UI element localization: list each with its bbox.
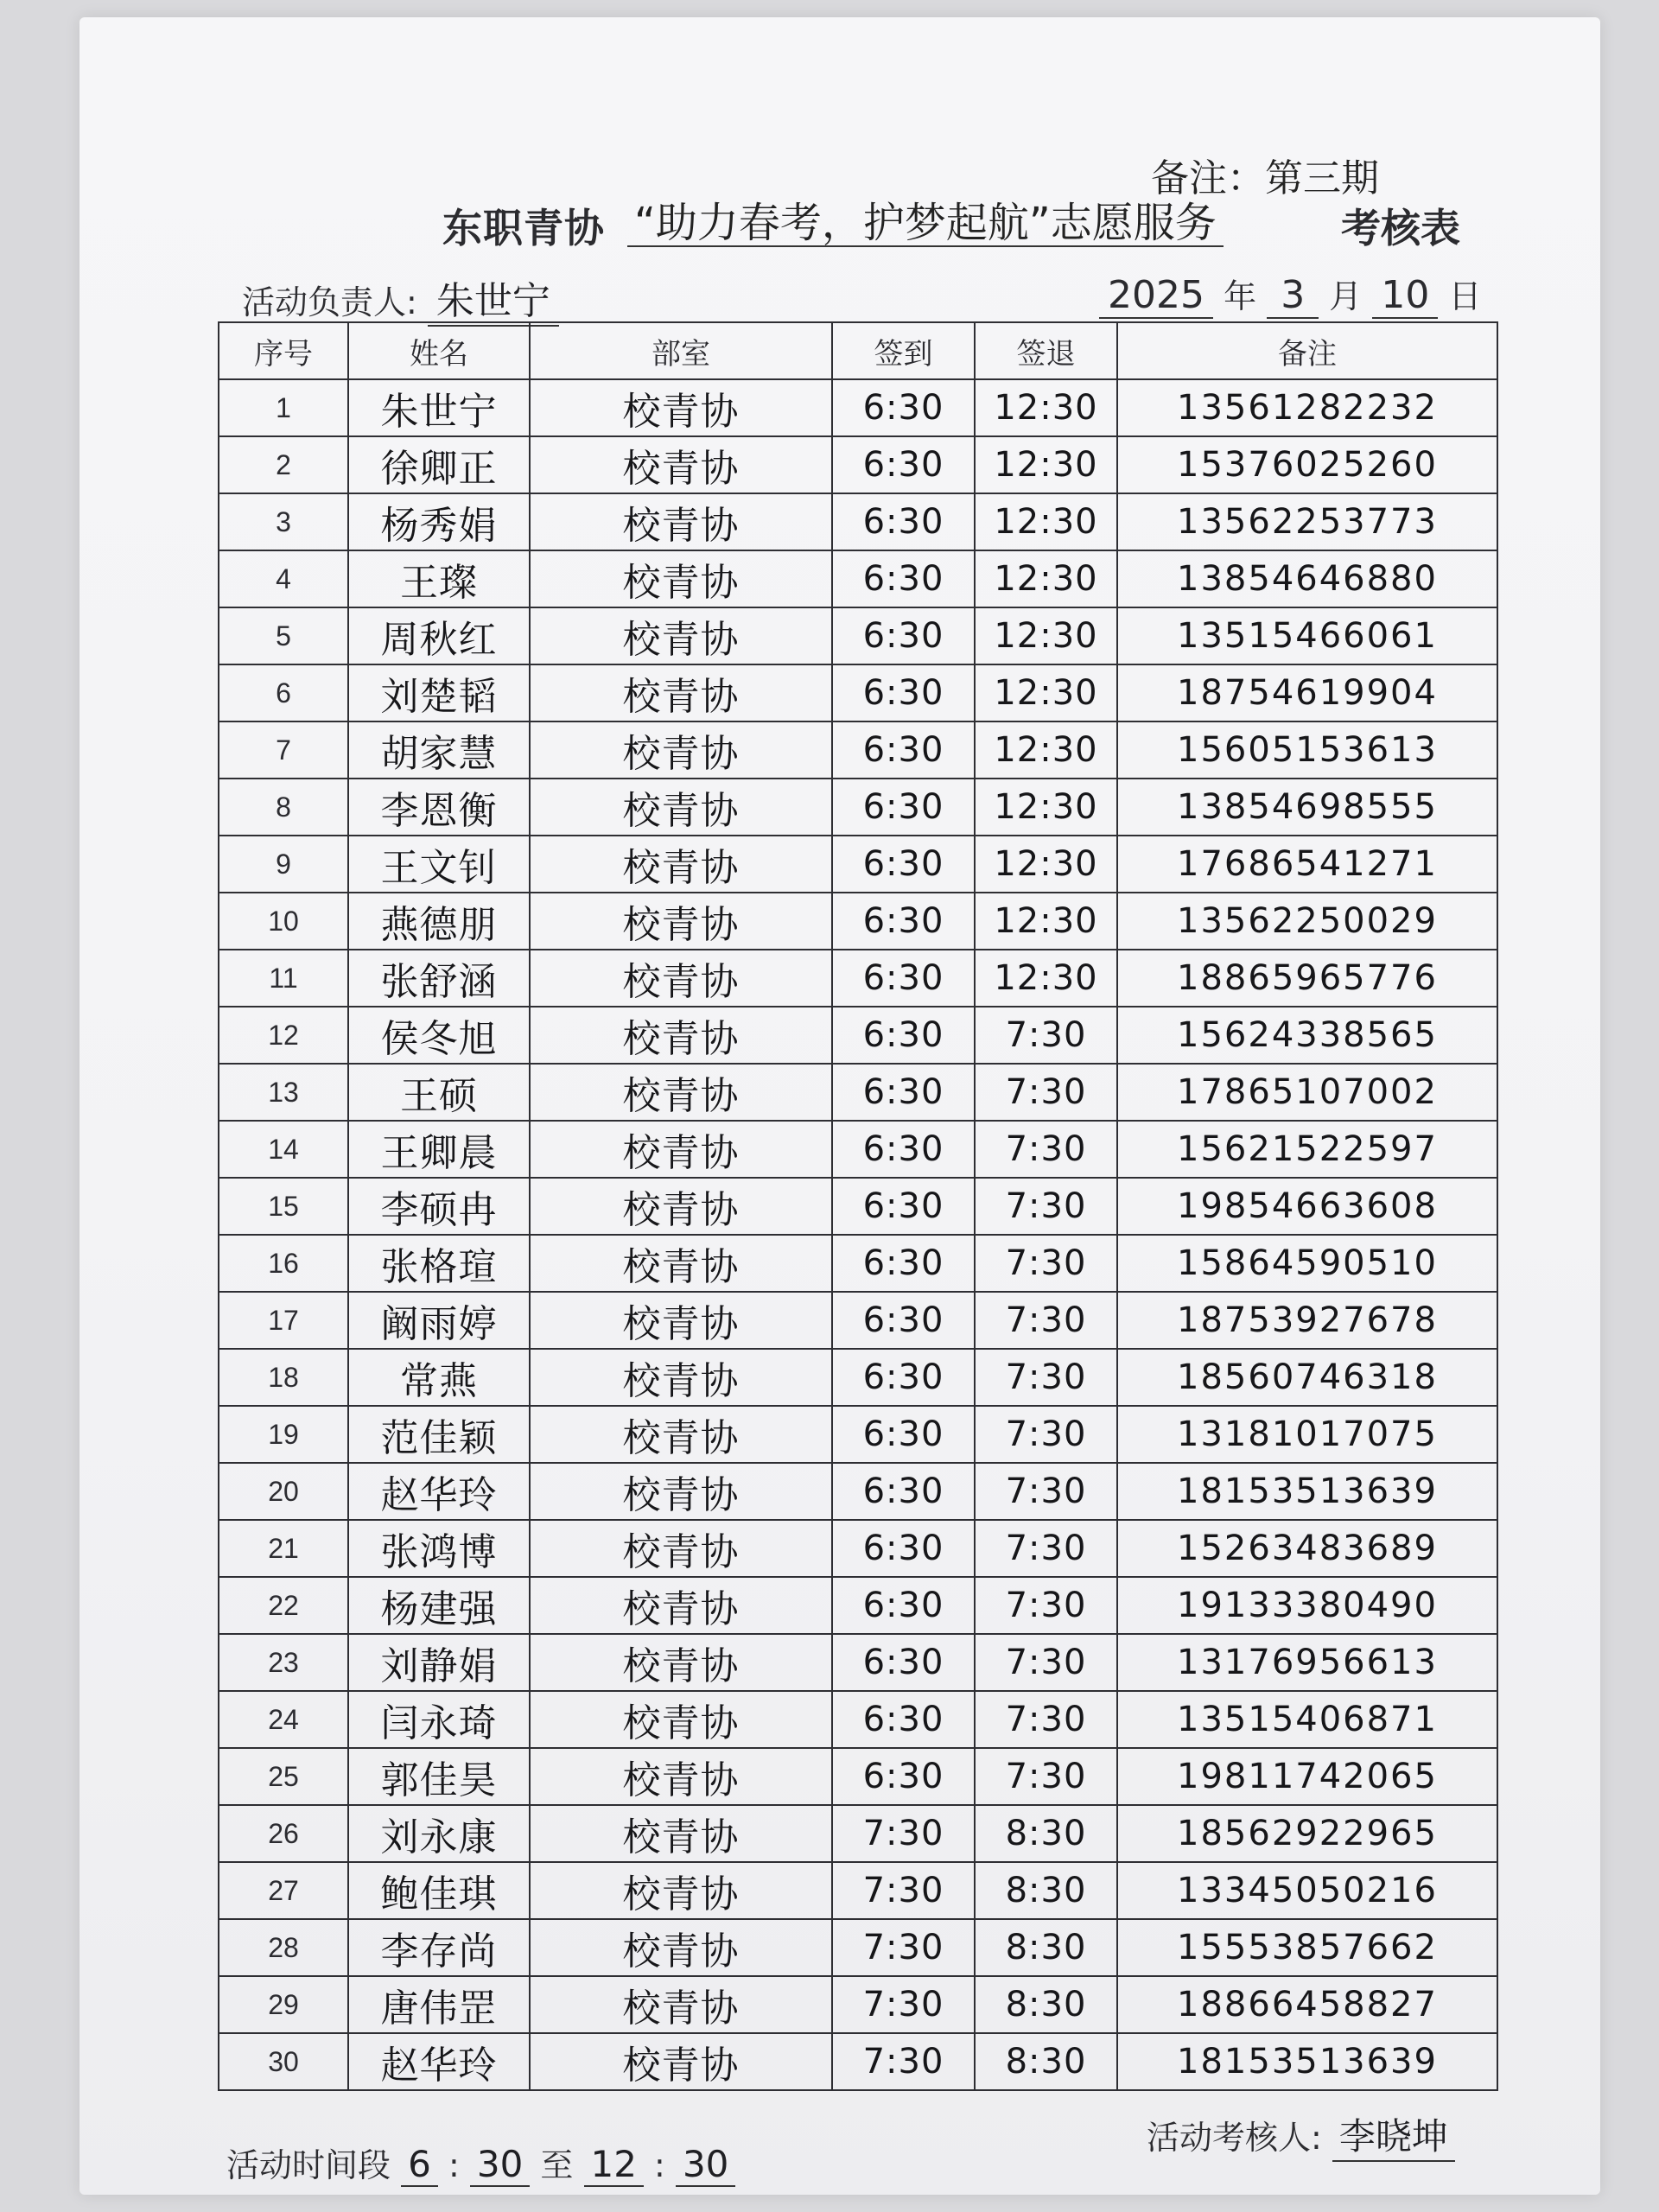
document-title [442,156,1460,251]
row-dept: 校青协 [530,607,832,664]
period-colon-1: : [448,2146,460,2184]
table-row [219,1520,1497,1577]
row-index: 13 [219,1064,348,1121]
activity-period [226,2139,735,2187]
table-row [219,1178,1497,1235]
row-note: 15553857662 [1117,1919,1497,1976]
table-row [219,493,1497,550]
row-name: 燕德朋 [348,893,530,950]
row-name: 王卿晨 [348,1121,530,1178]
row-signin: 7:30 [832,1976,975,2033]
row-note: 13854698555 [1117,779,1497,836]
period-end-hour: 12 [584,2143,644,2187]
row-signin: 6:30 [832,436,975,493]
row-note: 13181017075 [1117,1406,1497,1463]
row-index: 26 [219,1805,348,1862]
row-signout: 7:30 [975,1064,1117,1121]
row-dept: 校青协 [530,950,832,1007]
row-index: 29 [219,1976,348,2033]
row-name: 刘楚韬 [348,664,530,721]
row-note: 15263483689 [1117,1520,1497,1577]
row-name: 阚雨婷 [348,1292,530,1349]
row-note: 13515466061 [1117,607,1497,664]
row-signout: 7:30 [975,1121,1117,1178]
row-signout: 8:30 [975,1805,1117,1862]
row-index: 7 [219,721,348,779]
attendance-table [218,321,1498,2091]
row-note: 13515406871 [1117,1691,1497,1748]
row-note: 15605153613 [1117,721,1497,779]
period-label: 活动时间段 [226,2146,391,2184]
row-signout: 7:30 [975,1634,1117,1691]
row-dept: 校青协 [530,1805,832,1862]
row-dept: 校青协 [530,379,832,436]
row-index: 5 [219,607,348,664]
row-name: 王文钊 [348,836,530,893]
row-name: 李存尚 [348,1919,530,1976]
row-signin: 6:30 [832,1406,975,1463]
table-row [219,1406,1497,1463]
row-name: 赵华玲 [348,1463,530,1520]
table-row [219,950,1497,1007]
row-signin: 6:30 [832,664,975,721]
table-row [219,607,1497,664]
row-index: 15 [219,1178,348,1235]
period-colon-2: : [654,2146,665,2184]
table-body [219,379,1497,2090]
row-index: 28 [219,1919,348,1976]
row-signin: 7:30 [832,1862,975,1919]
row-note: 17686541271 [1117,836,1497,893]
row-dept: 校青协 [530,1691,832,1748]
row-note: 15621522597 [1117,1121,1497,1178]
row-index: 1 [219,379,348,436]
row-note: 18865965776 [1117,950,1497,1007]
row-signin: 6:30 [832,1121,975,1178]
table-row [219,1463,1497,1520]
row-dept: 校青协 [530,493,832,550]
row-dept: 校青协 [530,664,832,721]
row-dept: 校青协 [530,1463,832,1520]
row-note: 13562250029 [1117,893,1497,950]
row-name: 刘永康 [348,1805,530,1862]
table-row [219,1007,1497,1064]
date-month-label: 月 [1329,277,1363,315]
row-note: 13345050216 [1117,1862,1497,1919]
table-row [219,1349,1497,1406]
row-signin: 6:30 [832,1235,975,1292]
row-signout: 7:30 [975,1577,1117,1634]
row-dept: 校青协 [530,550,832,607]
row-dept: 校青协 [530,1007,832,1064]
row-name: 范佳颖 [348,1406,530,1463]
table-row [219,779,1497,836]
row-dept: 校青协 [530,1064,832,1121]
table-row [219,1121,1497,1178]
row-signout: 8:30 [975,1919,1117,1976]
row-note: 18153513639 [1117,1463,1497,1520]
row-dept: 校青协 [530,836,832,893]
row-signin: 6:30 [832,1064,975,1121]
row-dept: 校青协 [530,721,832,779]
row-dept: 校青协 [530,1862,832,1919]
row-signin: 6:30 [832,1691,975,1748]
row-dept: 校青协 [530,893,832,950]
row-signin: 6:30 [832,1178,975,1235]
row-signout: 12:30 [975,436,1117,493]
period-start-min: 30 [470,2143,530,2187]
row-signout: 12:30 [975,721,1117,779]
row-name: 张格瑄 [348,1235,530,1292]
row-note: 19811742065 [1117,1748,1497,1805]
row-name: 王璨 [348,550,530,607]
col-header-note: 备注 [1117,322,1497,379]
row-signout: 12:30 [975,779,1117,836]
row-note: 18153513639 [1117,2033,1497,2090]
row-note: 18753927678 [1117,1292,1497,1349]
row-signout: 7:30 [975,1349,1117,1406]
row-signin: 6:30 [832,1577,975,1634]
row-index: 16 [219,1235,348,1292]
row-note: 17865107002 [1117,1064,1497,1121]
row-signin: 6:30 [832,379,975,436]
table-row [219,1748,1497,1805]
row-signin: 6:30 [832,1349,975,1406]
row-name: 郭佳昊 [348,1748,530,1805]
paper-sheet [79,17,1600,2195]
row-signin: 6:30 [832,1007,975,1064]
row-signin: 6:30 [832,1634,975,1691]
row-signin: 6:30 [832,836,975,893]
row-signout: 12:30 [975,950,1117,1007]
row-note: 19133380490 [1117,1577,1497,1634]
table-row [219,1805,1497,1862]
table-header-row [219,322,1497,379]
row-name: 常燕 [348,1349,530,1406]
row-name: 鲍佳琪 [348,1862,530,1919]
table-row [219,1976,1497,2033]
table-row [219,893,1497,950]
row-note: 18754619904 [1117,664,1497,721]
row-signout: 7:30 [975,1235,1117,1292]
row-dept: 校青协 [530,436,832,493]
row-signout: 8:30 [975,1862,1117,1919]
row-index: 9 [219,836,348,893]
table-row [219,664,1497,721]
activity-reviewer [1147,2108,1455,2162]
col-header-name: 姓名 [348,322,530,379]
row-name: 侯冬旭 [348,1007,530,1064]
row-signout: 12:30 [975,607,1117,664]
row-name: 张舒涵 [348,950,530,1007]
table-row [219,2033,1497,2090]
row-signout: 12:30 [975,493,1117,550]
row-name: 胡家慧 [348,721,530,779]
col-header-signin: 签到 [832,322,975,379]
row-dept: 校青协 [530,779,832,836]
row-signin: 6:30 [832,721,975,779]
row-note: 18866458827 [1117,1976,1497,2033]
row-signin: 6:30 [832,550,975,607]
row-name: 周秋红 [348,607,530,664]
row-signout: 7:30 [975,1178,1117,1235]
date-year: 2025 [1099,273,1213,319]
row-note: 19854663608 [1117,1178,1497,1235]
row-signout: 12:30 [975,379,1117,436]
row-name: 李恩衡 [348,779,530,836]
row-signin: 6:30 [832,893,975,950]
row-signout: 7:30 [975,1007,1117,1064]
reviewer-label: 活动考核人: [1147,2119,1322,2157]
title-print-prefix: 东职青协 [442,205,605,251]
row-signin: 6:30 [832,607,975,664]
row-name: 赵华玲 [348,2033,530,2090]
date-day: 10 [1372,273,1438,319]
row-name: 李硕冉 [348,1178,530,1235]
date-day-label: 日 [1448,277,1482,315]
row-note: 13854646880 [1117,550,1497,607]
row-dept: 校青协 [530,1748,832,1805]
table-row [219,1064,1497,1121]
row-note: 13176956613 [1117,1634,1497,1691]
row-signin: 6:30 [832,779,975,836]
row-name: 闫永琦 [348,1691,530,1748]
row-signout: 7:30 [975,1292,1117,1349]
table-row [219,436,1497,493]
row-index: 6 [219,664,348,721]
activity-date [1099,270,1531,321]
row-signin: 7:30 [832,1919,975,1976]
row-name: 王硕 [348,1064,530,1121]
row-index: 4 [219,550,348,607]
table-row [219,1235,1497,1292]
row-index: 21 [219,1520,348,1577]
row-index: 12 [219,1007,348,1064]
col-header-signout: 签退 [975,322,1117,379]
table-row [219,1919,1497,1976]
row-name: 杨秀娟 [348,493,530,550]
table-row [219,1691,1497,1748]
date-year-label: 年 [1224,277,1257,315]
row-dept: 校青协 [530,1919,832,1976]
row-index: 8 [219,779,348,836]
attendance-table-wrap [218,321,1497,2091]
row-signout: 7:30 [975,1748,1117,1805]
row-note: 13562253773 [1117,493,1497,550]
row-index: 14 [219,1121,348,1178]
table-row [219,721,1497,779]
row-index: 19 [219,1406,348,1463]
row-signin: 6:30 [832,1520,975,1577]
row-name: 徐卿正 [348,436,530,493]
row-dept: 校青协 [530,1406,832,1463]
row-dept: 校青协 [530,1634,832,1691]
row-signin: 7:30 [832,1805,975,1862]
date-month: 3 [1267,273,1319,319]
row-signout: 7:30 [975,1691,1117,1748]
table-row [219,836,1497,893]
row-name: 唐伟罡 [348,1976,530,2033]
table-row [219,1862,1497,1919]
row-index: 22 [219,1577,348,1634]
table-row [219,550,1497,607]
row-signout: 8:30 [975,1976,1117,2033]
row-index: 18 [219,1349,348,1406]
row-signin: 7:30 [832,2033,975,2090]
row-index: 27 [219,1862,348,1919]
row-signout: 7:30 [975,1520,1117,1577]
row-note: 13561282232 [1117,379,1497,436]
row-note: 15864590510 [1117,1235,1497,1292]
table-row [219,1634,1497,1691]
row-dept: 校青协 [530,1577,832,1634]
row-index: 3 [219,493,348,550]
leader-label: 活动负责人: [242,283,417,321]
row-signout: 12:30 [975,550,1117,607]
title-handwritten-note: 备注：第三期 [1151,156,1379,200]
period-start-hour: 6 [401,2143,438,2187]
row-index: 17 [219,1292,348,1349]
period-sep: 至 [540,2146,574,2184]
row-index: 20 [219,1463,348,1520]
row-signin: 6:30 [832,1292,975,1349]
row-note: 15376025260 [1117,436,1497,493]
row-signout: 12:30 [975,893,1117,950]
activity-leader [242,270,760,321]
row-signin: 6:30 [832,1748,975,1805]
period-end-min: 30 [676,2143,735,2187]
row-name: 朱世宁 [348,379,530,436]
col-header-dept: 部室 [530,322,832,379]
title-print-suffix: 考核表 [1341,205,1460,251]
row-index: 23 [219,1634,348,1691]
row-signout: 12:30 [975,664,1117,721]
col-header-index: 序号 [219,322,348,379]
row-signout: 12:30 [975,836,1117,893]
row-dept: 校青协 [530,1178,832,1235]
row-name: 张鸿博 [348,1520,530,1577]
row-dept: 校青协 [530,2033,832,2090]
row-name: 杨建强 [348,1577,530,1634]
row-dept: 校青协 [530,1349,832,1406]
row-note: 18562922965 [1117,1805,1497,1862]
row-signout: 8:30 [975,2033,1117,2090]
row-dept: 校青协 [530,1520,832,1577]
row-index: 30 [219,2033,348,2090]
row-dept: 校青协 [530,1976,832,2033]
row-index: 2 [219,436,348,493]
reviewer-value: 李晓坤 [1332,2108,1455,2162]
row-signin: 6:30 [832,1463,975,1520]
table-row [219,1577,1497,1634]
row-dept: 校青协 [530,1121,832,1178]
row-signout: 7:30 [975,1463,1117,1520]
row-note: 15624338565 [1117,1007,1497,1064]
leader-value: 朱世宁 [428,270,559,327]
row-index: 24 [219,1691,348,1748]
row-index: 25 [219,1748,348,1805]
row-signout: 7:30 [975,1406,1117,1463]
row-name: 刘静娟 [348,1634,530,1691]
row-index: 11 [219,950,348,1007]
row-note: 18560746318 [1117,1349,1497,1406]
row-dept: 校青协 [530,1235,832,1292]
row-dept: 校青协 [530,1292,832,1349]
row-signin: 6:30 [832,493,975,550]
table-row [219,1292,1497,1349]
table-row [219,379,1497,436]
title-handwritten: “助力春考，护梦起航”志愿服务 [627,202,1224,247]
row-index: 10 [219,893,348,950]
row-signin: 6:30 [832,950,975,1007]
